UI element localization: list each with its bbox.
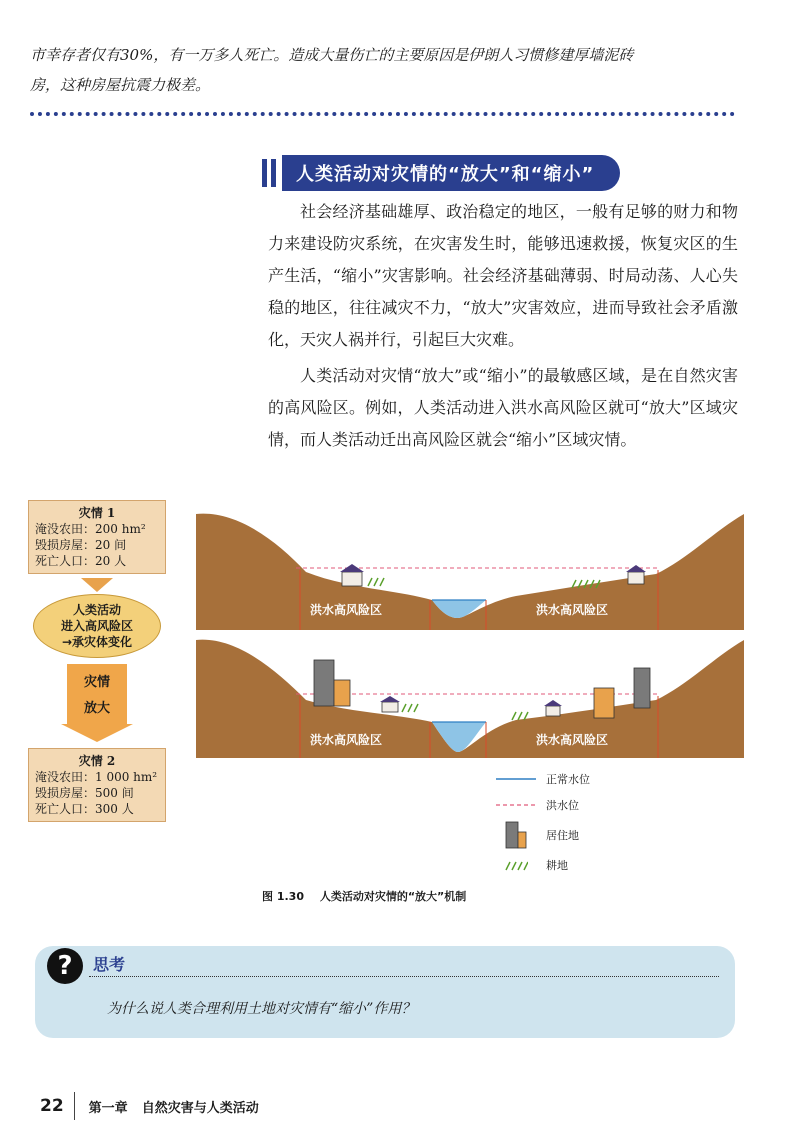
intro-line-1: 市幸存者仅有30%，有一万多人死亡。造成大量伤亡的主要原因是伊朗人习惯修建厚墙泥砖 (30, 46, 634, 64)
process-line-3: →承灾体变化 (61, 635, 133, 649)
paragraph-1: 社会经济基础雄厚、政治稳定的地区，一般有足够的财力和物力来建设防灾系统，在灾害发生时，能够迅速救援，恢复灾区的生产生活，“缩小”灾害影响。社会经济基础薄弱、时局动荡、人心失稳的地区，往往减灾不力，“放大”灾害效应，进而导致社会矛盾激化，天灾人祸并行，引起巨大灾难。 (268, 202, 738, 349)
disaster-2-box (28, 748, 166, 822)
mechanism-flow (28, 500, 166, 822)
zone-label-right-bottom: 洪水高风险区 (535, 733, 609, 747)
question-icon: ? (47, 948, 83, 984)
footer-separator (74, 1092, 75, 1120)
building-icon (314, 660, 334, 706)
chapter-number: 第一章 (88, 1100, 128, 1116)
legend-flood-water (494, 792, 674, 818)
building-icon (504, 820, 528, 850)
disaster-1-houses: 毁损房屋：20 间 (35, 538, 127, 552)
arrow-down-icon (81, 578, 113, 592)
building-icon (334, 680, 350, 706)
farmland-icon (402, 704, 528, 720)
disaster-1-farmland: 淹没农田：200 hm² (35, 522, 146, 536)
building-icon (634, 668, 650, 708)
figure-caption (262, 888, 466, 904)
disaster-2-farmland: 淹没农田：1 000 hm² (35, 770, 158, 784)
legend-residence-label: 居住地 (546, 829, 579, 842)
legend-normal-water (494, 766, 674, 792)
process-line-2: 进入高风险区 (60, 619, 133, 633)
heading-bars-icon (262, 159, 276, 187)
disaster-2-houses: 毁损房屋：500 间 (35, 786, 134, 800)
section-divider (30, 112, 735, 116)
valley-diagram-bottom (196, 640, 744, 758)
think-question: 为什么说人类合理利用土地对灾情有“缩小”作用？ (107, 1001, 416, 1017)
section-heading (262, 156, 620, 190)
think-divider (89, 976, 719, 977)
building-icon (594, 688, 614, 718)
paragraph-2: 人类活动对灾情“放大”或“缩小”的最敏感区域，是在自然灾害的高风险区。例如，人类活动进入洪水高风险区就可“放大”区域灾情，而人类活动迁出高风险区就会“缩小”区域灾情。 (268, 366, 738, 449)
house-icon (342, 572, 362, 586)
roof-icon (380, 696, 400, 702)
river-valley-diagrams (196, 500, 744, 768)
section-body (268, 196, 738, 460)
diagram-legend (494, 766, 674, 878)
farmland-icon (504, 859, 528, 871)
disaster-1-deaths: 死亡人口：20 人 (35, 554, 127, 568)
legend-normal-label: 正常水位 (546, 773, 590, 786)
figure-number: 图 1.30 (262, 890, 304, 903)
house-icon (546, 706, 560, 716)
zone-label-left-top: 洪水高风险区 (309, 603, 383, 617)
disaster-1-box (28, 500, 166, 574)
farmland-icon (368, 578, 600, 588)
intro-line-2: 房，这种房屋抗震力极差。 (30, 76, 211, 94)
house-icon (628, 572, 644, 584)
think-label: 思考 (93, 955, 126, 974)
amplify-line-1: 灾情 (83, 675, 110, 690)
legend-flood-label: 洪水位 (546, 799, 579, 812)
amplify-line-2: 放大 (83, 701, 110, 716)
chapter-title: 自然灾害与人类活动 (141, 1100, 259, 1116)
arrow-tip-icon (61, 724, 133, 742)
legend-residence (494, 818, 674, 852)
legend-farmland-label: 耕地 (546, 859, 568, 872)
process-oval (33, 594, 161, 658)
disaster-1-title: 灾情 1 (78, 506, 116, 520)
page-footer (40, 1092, 259, 1120)
intro-text (30, 40, 770, 100)
process-line-1: 人类活动 (72, 603, 121, 617)
legend-farmland (494, 852, 674, 878)
valley-diagram-top (196, 514, 744, 630)
zone-label-left-bottom: 洪水高风险区 (309, 733, 383, 747)
disaster-2-deaths: 死亡人口：300 人 (35, 802, 134, 816)
zone-label-right-top: 洪水高风险区 (535, 603, 609, 617)
amplify-arrow (67, 664, 127, 724)
section-title: 人类活动对灾情的“放大”和“缩小” (282, 155, 620, 191)
think-box (35, 946, 735, 1038)
house-icon (382, 702, 398, 712)
figure-title: 人类活动对灾情的“放大”机制 (319, 890, 467, 903)
disaster-2-title: 灾情 2 (78, 754, 116, 768)
page-number: 22 (40, 1096, 64, 1116)
roof-icon (544, 700, 562, 706)
